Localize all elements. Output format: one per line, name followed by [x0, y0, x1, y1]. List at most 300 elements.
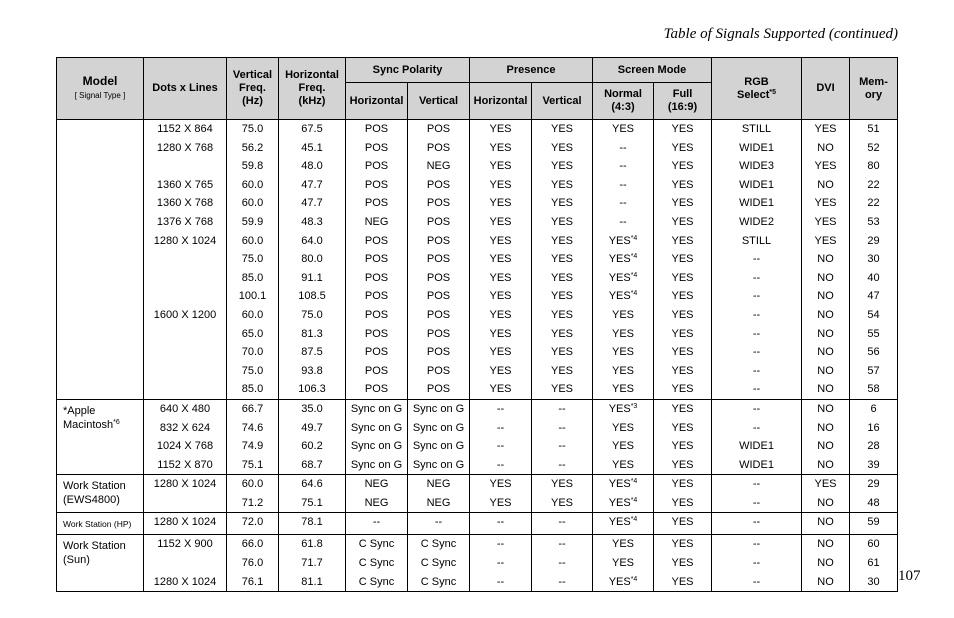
rgb-select-value: --: [752, 346, 761, 359]
normal-mode-value: YES: [612, 123, 635, 135]
rgb-select: [712, 573, 801, 592]
memory: [850, 269, 897, 288]
full-mode-value: YES: [671, 327, 694, 340]
presence-vertical-value: --: [558, 557, 566, 570]
full-mode-cell: [654, 535, 712, 592]
normal-mode: [593, 306, 653, 325]
dvi-value: NO: [817, 327, 834, 340]
sync-horizontal-value: Sync on G: [350, 440, 403, 453]
vertical-freq: [227, 287, 278, 306]
vertical-freq: [227, 573, 278, 592]
resolution: [144, 157, 226, 176]
dvi: [802, 139, 849, 158]
dvi: [802, 437, 849, 456]
horizontal-freq: [279, 535, 345, 554]
full-mode: [654, 554, 711, 573]
sync-vertical: [408, 535, 469, 554]
full-mode-value: YES: [671, 478, 694, 491]
sync-horizontal: [346, 513, 407, 532]
memory-value: 40: [867, 271, 880, 284]
sync-horizontal-value: NEG: [364, 215, 389, 228]
header-rgb-select: [712, 58, 802, 120]
normal-mode-value: YES: [612, 440, 635, 453]
memory: [850, 475, 897, 494]
full-mode: [654, 362, 711, 381]
resolution: 640 X 480: [159, 402, 211, 415]
header-model-label: Model: [82, 74, 118, 88]
presence-horizontal-value: YES: [489, 496, 512, 509]
full-mode: [654, 157, 711, 176]
vertical-freq: [227, 269, 278, 288]
horizontal-freq-value: 75.0: [301, 308, 323, 321]
horizontal-freq: [279, 362, 345, 381]
normal-mode: [593, 139, 653, 158]
presence-horizontal-value: --: [496, 402, 505, 415]
sync-vertical-value: POS: [426, 271, 451, 284]
presence-vertical-value: YES: [551, 141, 574, 154]
header-vfreq-line2: Freq.: [239, 82, 266, 94]
header-vfreq-line3: (Hz): [242, 95, 263, 107]
resolution: 1280 X 768: [156, 141, 214, 154]
header-dots-lines: Dots x Lines: [144, 58, 227, 120]
presence-vertical-cell: [532, 120, 593, 400]
horizontal-freq: [279, 325, 345, 344]
full-mode: [654, 269, 711, 288]
normal-mode-value: YES: [608, 402, 631, 415]
presence-vertical: [532, 194, 592, 213]
sync-vertical-cell: [408, 535, 470, 592]
sync-horizontal-value: POS: [364, 290, 389, 303]
presence-horizontal-value: YES: [489, 141, 512, 154]
sync-vertical-value: NEG: [426, 160, 451, 173]
dvi-value: NO: [817, 364, 834, 377]
vertical-freq: [227, 362, 278, 381]
presence-horizontal-value: --: [496, 440, 505, 453]
horizontal-freq-value: 106.3: [298, 383, 326, 396]
sync-horizontal: [346, 554, 407, 573]
vertical-freq-cell: [227, 120, 279, 400]
normal-mode-value: YES: [612, 421, 635, 434]
full-mode-value: YES: [671, 538, 694, 551]
full-mode-value: YES: [671, 253, 694, 266]
normal-mode: [593, 157, 653, 176]
vertical-freq: [227, 535, 278, 554]
vertical-freq: [227, 400, 278, 419]
sync-vertical: [408, 554, 469, 573]
sync-vertical-value: POS: [426, 197, 451, 210]
dvi-value: NO: [817, 516, 834, 529]
presence-horizontal-value: YES: [489, 327, 512, 340]
rgb-select: [712, 362, 801, 381]
horizontal-freq: [279, 232, 345, 251]
sync-horizontal-value: POS: [364, 364, 389, 377]
normal-mode: [593, 343, 653, 362]
presence-horizontal: [470, 287, 531, 306]
dvi: [802, 400, 849, 419]
normal-mode: [593, 494, 653, 513]
presence-vertical-value: YES: [551, 346, 574, 359]
header-hfreq-line3: (kHz): [298, 95, 326, 107]
full-mode: [654, 380, 711, 399]
sync-horizontal-value: POS: [364, 327, 389, 340]
vertical-freq-cell: [227, 399, 279, 474]
presence-horizontal-cell: [470, 475, 532, 513]
memory-value: 29: [867, 478, 880, 491]
rgb-select-value: --: [752, 575, 761, 588]
full-mode: [654, 573, 711, 592]
normal-mode-value: YES: [608, 478, 631, 491]
vertical-freq: [227, 120, 278, 139]
sync-horizontal: [346, 269, 407, 288]
presence-horizontal-value: YES: [489, 308, 512, 321]
horizontal-freq-value: 87.5: [301, 346, 323, 359]
memory-value: 59: [867, 516, 880, 529]
header-horizontal-freq: [279, 58, 346, 120]
rgb-select: [712, 250, 801, 269]
horizontal-freq: [279, 573, 345, 592]
normal-mode-value: --: [619, 141, 627, 154]
dvi-cell: [802, 475, 850, 513]
presence-vertical-value: YES: [551, 123, 574, 135]
sync-horizontal: [346, 343, 407, 362]
presence-vertical-value: YES: [551, 383, 574, 396]
presence-vertical: [532, 419, 592, 438]
rgb-select: [712, 343, 801, 362]
memory: [850, 287, 897, 306]
rgb-select-value: WIDE1: [739, 141, 774, 154]
memory-value: 22: [867, 197, 880, 210]
memory-value: 60: [867, 538, 880, 551]
model-name: Work Station (HP): [63, 519, 132, 530]
sync-horizontal: [346, 250, 407, 269]
memory-value: 6: [870, 402, 877, 415]
header-sync-polarity: Sync Polarity: [346, 58, 470, 83]
sync-horizontal-value: Sync on G: [350, 458, 403, 471]
sync-vertical-cell: [408, 120, 470, 400]
sync-horizontal: [346, 400, 407, 419]
sync-vertical-value: C Sync: [420, 538, 457, 551]
vertical-freq-cell: [227, 513, 279, 535]
vertical-freq: [227, 475, 278, 494]
dvi: [802, 456, 849, 475]
horizontal-freq-value: 71.7: [301, 557, 323, 570]
presence-horizontal: [470, 437, 531, 456]
rgb-select: [712, 176, 801, 195]
model-cell: [57, 513, 144, 535]
memory: [850, 194, 897, 213]
normal-mode-cell: [593, 513, 654, 535]
sync-horizontal: [346, 287, 407, 306]
resolution: 1280 X 1024: [153, 575, 217, 588]
header-full-line2: (16:9): [667, 101, 698, 113]
page-number: 107: [898, 568, 921, 584]
horizontal-freq: [279, 456, 345, 475]
rgb-select-value: STILL: [741, 123, 772, 135]
dvi-cell: [802, 535, 850, 592]
sync-vertical: [408, 419, 469, 438]
presence-horizontal-value: --: [496, 575, 505, 588]
presence-vertical: [532, 120, 592, 139]
sync-vertical: [408, 287, 469, 306]
normal-mode-cell: [593, 120, 654, 400]
normal-mode: [593, 120, 653, 139]
rgb-select: [712, 419, 801, 438]
horizontal-freq: [279, 120, 345, 139]
memory: [850, 456, 897, 475]
dvi-value: NO: [817, 253, 834, 266]
normal-mode-value: YES: [612, 458, 635, 471]
presence-horizontal-value: YES: [489, 197, 512, 210]
presence-horizontal: [470, 362, 531, 381]
vertical-freq: [227, 250, 278, 269]
rgb-select: [712, 494, 801, 513]
horizontal-freq: [279, 494, 345, 513]
horizontal-freq-value: 93.8: [301, 364, 323, 377]
memory: [850, 120, 897, 139]
horizontal-freq-cell: [279, 120, 346, 400]
dvi: [802, 269, 849, 288]
sync-horizontal-value: Sync on G: [350, 402, 403, 415]
memory: [850, 535, 897, 554]
horizontal-freq: [279, 139, 345, 158]
resolution-cell: [144, 475, 227, 513]
sync-vertical-value: POS: [426, 123, 451, 135]
full-mode: [654, 139, 711, 158]
sync-vertical-value: POS: [426, 178, 451, 191]
dvi: [802, 475, 849, 494]
full-mode-value: YES: [671, 575, 694, 588]
sync-horizontal: [346, 194, 407, 213]
presence-horizontal: [470, 232, 531, 251]
rgb-select-value: --: [752, 557, 761, 570]
vertical-freq: [227, 176, 278, 195]
presence-vertical-value: YES: [551, 364, 574, 377]
memory-value: 53: [867, 215, 880, 228]
normal-mode: [593, 362, 653, 381]
normal-mode-footnote: *4: [630, 253, 638, 261]
rgb-select: [712, 437, 801, 456]
vertical-freq-value: 70.0: [241, 346, 264, 359]
model-name: Work Station (Sun): [63, 540, 126, 567]
presence-vertical-value: --: [558, 458, 566, 471]
header-memory-line1: Mem-: [859, 75, 888, 88]
resolution: 1280 X 1024: [153, 516, 217, 529]
presence-vertical-value: YES: [551, 308, 574, 321]
resolution: 1152 X 870: [157, 458, 213, 471]
dvi-value: NO: [817, 178, 834, 191]
memory: [850, 419, 897, 438]
resolution: [144, 287, 226, 306]
rgb-select-value: --: [752, 290, 761, 303]
horizontal-freq: [279, 213, 345, 232]
dvi: [802, 120, 849, 139]
dvi-cell: [802, 513, 850, 535]
full-mode: [654, 535, 711, 554]
normal-mode: [593, 176, 653, 195]
vertical-freq-value: 85.0: [241, 271, 264, 284]
horizontal-freq: [279, 250, 345, 269]
presence-horizontal: [470, 380, 531, 399]
resolution: 1280 X 1024: [153, 234, 217, 247]
horizontal-freq-value: 35.0: [301, 402, 323, 415]
horizontal-freq-value: 61.8: [301, 538, 323, 551]
vertical-freq: [227, 456, 278, 475]
memory-value: 29: [867, 234, 880, 247]
sync-vertical: [408, 250, 469, 269]
full-mode-value: YES: [671, 383, 694, 396]
model-cell: [57, 120, 144, 400]
dvi-value: NO: [817, 538, 834, 551]
sync-vertical: [408, 362, 469, 381]
normal-mode: [593, 554, 653, 573]
dvi-value: YES: [814, 123, 837, 135]
signal-group-row: [57, 399, 898, 474]
rgb-select-value: --: [752, 402, 761, 415]
sync-horizontal-value: POS: [364, 383, 389, 396]
memory: [850, 437, 897, 456]
horizontal-freq-value: 64.0: [301, 234, 323, 247]
full-mode-value: YES: [671, 178, 694, 191]
full-mode-value: YES: [671, 160, 694, 173]
sync-horizontal-value: NEG: [364, 496, 389, 509]
normal-mode: [593, 437, 653, 456]
presence-vertical: [532, 494, 592, 513]
header-screen-mode: Screen Mode: [593, 58, 712, 83]
memory: [850, 400, 897, 419]
header-rgb-footnote: *5: [769, 88, 777, 96]
header-vertical-freq: [227, 58, 279, 120]
vertical-freq-value: 60.0: [241, 478, 264, 491]
rgb-select-value: --: [752, 253, 761, 266]
presence-horizontal-value: YES: [489, 364, 512, 377]
sync-horizontal: [346, 456, 407, 475]
vertical-freq: [227, 232, 278, 251]
sync-horizontal-cell: [346, 513, 408, 535]
full-mode: [654, 120, 711, 139]
memory: [850, 494, 897, 513]
model-cell: [57, 399, 144, 474]
full-mode: [654, 194, 711, 213]
rgb-select-value: WIDE1: [739, 178, 774, 191]
presence-horizontal-cell: [470, 120, 532, 400]
sync-vertical-cell: [408, 513, 470, 535]
presence-vertical: [532, 380, 592, 399]
presence-vertical: [532, 287, 592, 306]
rgb-select: [712, 400, 801, 419]
signal-group-row: [57, 513, 898, 535]
memory-value: 55: [867, 327, 880, 340]
memory: [850, 213, 897, 232]
horizontal-freq-value: 78.1: [301, 516, 323, 529]
dvi: [802, 194, 849, 213]
header-presence-horizontal: Horizontal: [470, 83, 532, 120]
presence-vertical-value: YES: [551, 234, 574, 247]
sync-horizontal-value: POS: [364, 141, 389, 154]
presence-vertical-value: YES: [551, 160, 574, 173]
dvi-cell: [802, 120, 850, 400]
normal-mode-value: YES: [612, 364, 635, 377]
dvi: [802, 343, 849, 362]
memory-value: 51: [867, 123, 880, 135]
horizontal-freq-value: 48.0: [301, 160, 323, 173]
presence-horizontal: [470, 306, 531, 325]
presence-horizontal-value: YES: [489, 160, 512, 173]
presence-vertical: [532, 362, 592, 381]
full-mode-value: YES: [671, 516, 694, 529]
dvi-value: NO: [817, 421, 834, 434]
sync-vertical-value: Sync on G: [412, 440, 465, 453]
horizontal-freq: [279, 419, 345, 438]
memory-value: 57: [867, 364, 880, 377]
sync-horizontal-cell: [346, 475, 408, 513]
normal-mode-value: YES: [608, 290, 631, 303]
horizontal-freq: [279, 176, 345, 195]
vertical-freq: [227, 513, 278, 532]
presence-horizontal: [470, 494, 531, 513]
model-cell: [57, 535, 144, 592]
memory: [850, 306, 897, 325]
resolution: 1600 X 1200: [153, 308, 217, 321]
normal-mode: [593, 419, 653, 438]
sync-vertical: [408, 157, 469, 176]
full-mode-value: YES: [671, 496, 694, 509]
presence-horizontal: [470, 513, 531, 532]
rgb-select: [712, 232, 801, 251]
header-sync-horizontal: Horizontal: [346, 83, 408, 120]
dvi-value: NO: [817, 402, 834, 415]
presence-horizontal: [470, 194, 531, 213]
signal-group-row: [57, 120, 898, 400]
rgb-select-value: --: [752, 538, 761, 551]
sync-vertical-value: POS: [426, 327, 451, 340]
header-rgb-line1: RGB: [744, 75, 769, 88]
header-model: [57, 58, 144, 120]
presence-vertical-value: --: [558, 575, 566, 588]
dvi: [802, 554, 849, 573]
presence-vertical: [532, 554, 592, 573]
sync-vertical-cell: [408, 399, 470, 474]
sync-horizontal: [346, 437, 407, 456]
sync-horizontal-cell: [346, 120, 408, 400]
presence-horizontal-value: YES: [489, 383, 512, 396]
horizontal-freq: [279, 513, 345, 532]
horizontal-freq-value: 47.7: [301, 197, 323, 210]
normal-mode: [593, 194, 653, 213]
vertical-freq-value: 59.9: [241, 215, 264, 228]
normal-mode-value: --: [619, 160, 627, 173]
sync-vertical-value: NEG: [426, 478, 451, 491]
dvi: [802, 213, 849, 232]
sync-horizontal: [346, 325, 407, 344]
sync-horizontal-value: POS: [364, 197, 389, 210]
horizontal-freq-cell: [279, 399, 346, 474]
rgb-select-value: --: [752, 421, 761, 434]
normal-mode-value: YES: [608, 496, 631, 509]
presence-vertical: [532, 269, 592, 288]
vertical-freq: [227, 194, 278, 213]
horizontal-freq-value: 91.1: [301, 271, 323, 284]
sync-horizontal-cell: [346, 399, 408, 474]
rgb-select-cell: [712, 475, 802, 513]
vertical-freq-value: 76.1: [241, 575, 264, 588]
normal-mode-footnote: *4: [630, 575, 638, 583]
horizontal-freq-value: 81.1: [301, 575, 323, 588]
memory: [850, 343, 897, 362]
dvi: [802, 380, 849, 399]
sync-horizontal: [346, 213, 407, 232]
header-full: [654, 83, 712, 120]
sync-horizontal-value: POS: [364, 234, 389, 247]
